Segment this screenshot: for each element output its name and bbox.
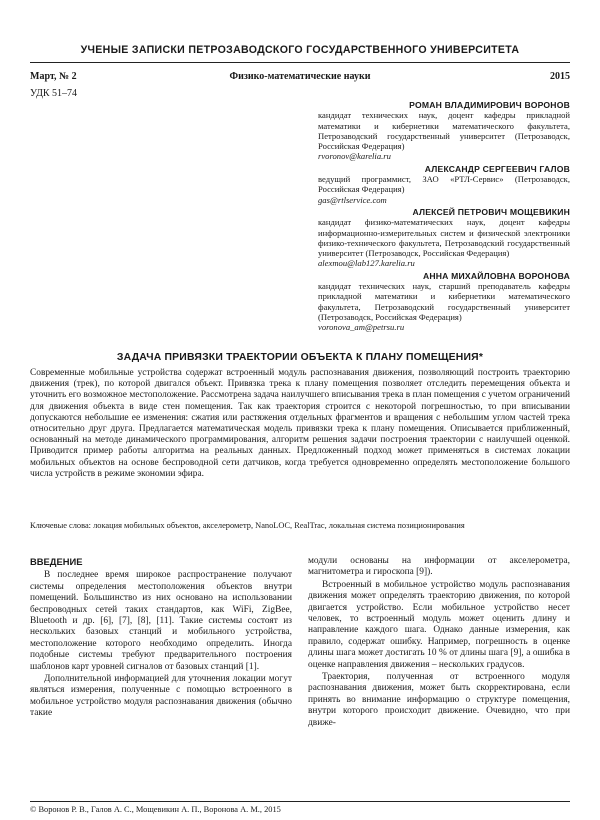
right-column bbox=[308, 556, 570, 800]
author-email[interactable]: alexmou@lab127.karelia.ru bbox=[318, 258, 415, 269]
paragraph: В последнее время широкое распространение получают системы определения местоположения объектов внутри помещений. Большинство из них основано на использовании беспроводных сетей таких стандартов, как WiFi, ZigBee, Bluetooth и др. [6], [7], [8], [11]. Такие системы состоят из нескольких базовых станций и мобильного устройства, местоположение которого необходимо определить. Иногда подобные системы требуют предварительного построения шаблонов карт уровней сигналов от базовых станций [1]. bbox=[30, 570, 292, 672]
paragraph: модули основаны на информации от акселерометра, магнитометра и гироскопа [9]). bbox=[308, 556, 570, 578]
author-email[interactable]: gas@rtlservice.com bbox=[318, 194, 387, 205]
paper-title: ЗАДАЧА ПРИВЯЗКИ ТРАЕКТОРИИ ОБЪЕКТА К ПЛАНУ ПОМЕЩЕНИЯ* bbox=[116, 352, 484, 363]
author-affiliation: кандидат технических наук, доцент кафедры прикладной математики и кибернетики математического факультета, Петрозаводский государственный университет (Петрозаводск, Российская Федерация) bbox=[318, 110, 570, 152]
issue-number: Март, № 2 bbox=[30, 71, 77, 82]
author-4 bbox=[318, 271, 570, 333]
journal-title: УЧЕНЫЕ ЗАПИСКИ ПЕТРОЗАВОДСКОГО ГОСУДАРСТВЕННОГО УНИВЕРСИТЕТА bbox=[80, 44, 520, 56]
author-3 bbox=[318, 207, 570, 269]
header-rule bbox=[30, 62, 570, 63]
author-email[interactable]: voronova_am@petrsu.ru bbox=[318, 322, 405, 333]
keywords: Ключевые слова: локация мобильных объектов, акселерометр, NanoLOC, RealTrac, локальная система позиционирования bbox=[30, 521, 465, 530]
paragraph: Встроенный в мобильное устройство модуль распознавания движения может определять траекторию движения, по которой двигается устройство. Если мобильное устройство несет человек, то встроенный модуль может оценить длину и направление каждого шага. Однако данные измерения, как правило, содержат ошибку. Например, погрешность в оценке длины шага может достигать 10 % от длины шага [9], а ошибка в оценке направления движения – нескольких градусов. bbox=[308, 579, 570, 670]
section-name: Физико-математические науки bbox=[229, 71, 371, 82]
author-affiliation: кандидат физико-математических наук, доцент кафедры информационно-измерительных систем и физической электроники физико-технического факультета, Петрозаводский государственный университет (Петрозаводск, Российская Федерация) bbox=[318, 217, 570, 259]
section-heading: ВВЕДЕНИЕ bbox=[30, 556, 83, 567]
author-email[interactable]: rvoronov@karelia.ru bbox=[318, 151, 391, 162]
paragraph: Дополнительной информацией для уточнения локации могут являться измерения, полученные с помощью встроенного в мобильное устройство модуля распознавания движения (обычно такие bbox=[30, 674, 292, 719]
abstract: Современные мобильные устройства содержат встроенный модуль распознавания движения, позволяющий построить траекторию движения (трек), по которой двигался объект. Привязка трека к плану помещения позволяет отследить перемещения объекта и уточнить его возможное местоположение. Рассмотрена задача наилучшего вписывания трека в план помещения с учетом ограничений для движения объекта в виде стен помещения. Так как траектория строится с некоторой погрешностью, то при вписывании допускаются небольшие ее изменения: сжатия или растяжения отдельных фрагментов и вращения с небольшим углом частей трека относительно друг друга. Предлагается математическая модель привязки трека к плану помещения. Описывается приближенный, основанный на методе динамического программирования, алгоритм решения задачи построения траектории с наилучшей оценкой. Приводится пример работы алгоритма на реальных данных. Предложенный подход может применяться в системах локации мобильных объектов на основе беспроводной сети датчиков, когда требуется одновременно определять местоположение большого числа устройств в режиме экономии эфира. bbox=[30, 368, 570, 479]
author-2 bbox=[318, 164, 570, 205]
paragraph: Траектория, полученная от встроенного модуля распознавания движения, может быть скорректирована, если принять во внимание информацию о структуре помещения, внутри которого происходит движение. Очевидно, что при движе- bbox=[308, 672, 570, 728]
copyright-footer: © Воронов Р. В., Галов А. С., Мощевикин А. П., Воронова А. М., 2015 bbox=[30, 801, 570, 814]
author-1 bbox=[318, 100, 570, 162]
udk-code: УДК 51–74 bbox=[30, 88, 78, 99]
author-name: АЛЕКСАНДР СЕРГЕЕВИЧ ГАЛОВ bbox=[424, 163, 570, 174]
author-name: АННА МИХАЙЛОВНА ВОРОНОВА bbox=[422, 270, 570, 281]
body-columns bbox=[30, 556, 570, 800]
author-affiliation: ведущий программист, ЗАО «РТЛ-Сервис» (Петрозаводск, Российская Федерация) bbox=[318, 174, 570, 195]
author-name: РОМАН ВЛАДИМИРОВИЧ ВОРОНОВ bbox=[409, 100, 570, 110]
issue-header bbox=[30, 71, 570, 85]
authors-block bbox=[318, 100, 570, 335]
author-affiliation: кандидат технических наук, старший преподаватель кафедры прикладной математики и кибернетики математического факультета, Петрозаводский государственный университет (Петрозаводск, Российская Федерация) bbox=[318, 281, 570, 322]
issue-year: 2015 bbox=[550, 71, 570, 82]
left-column bbox=[30, 556, 292, 800]
author-name: АЛЕКСЕЙ ПЕТРОВИЧ МОЩЕВИКИН bbox=[412, 206, 570, 217]
